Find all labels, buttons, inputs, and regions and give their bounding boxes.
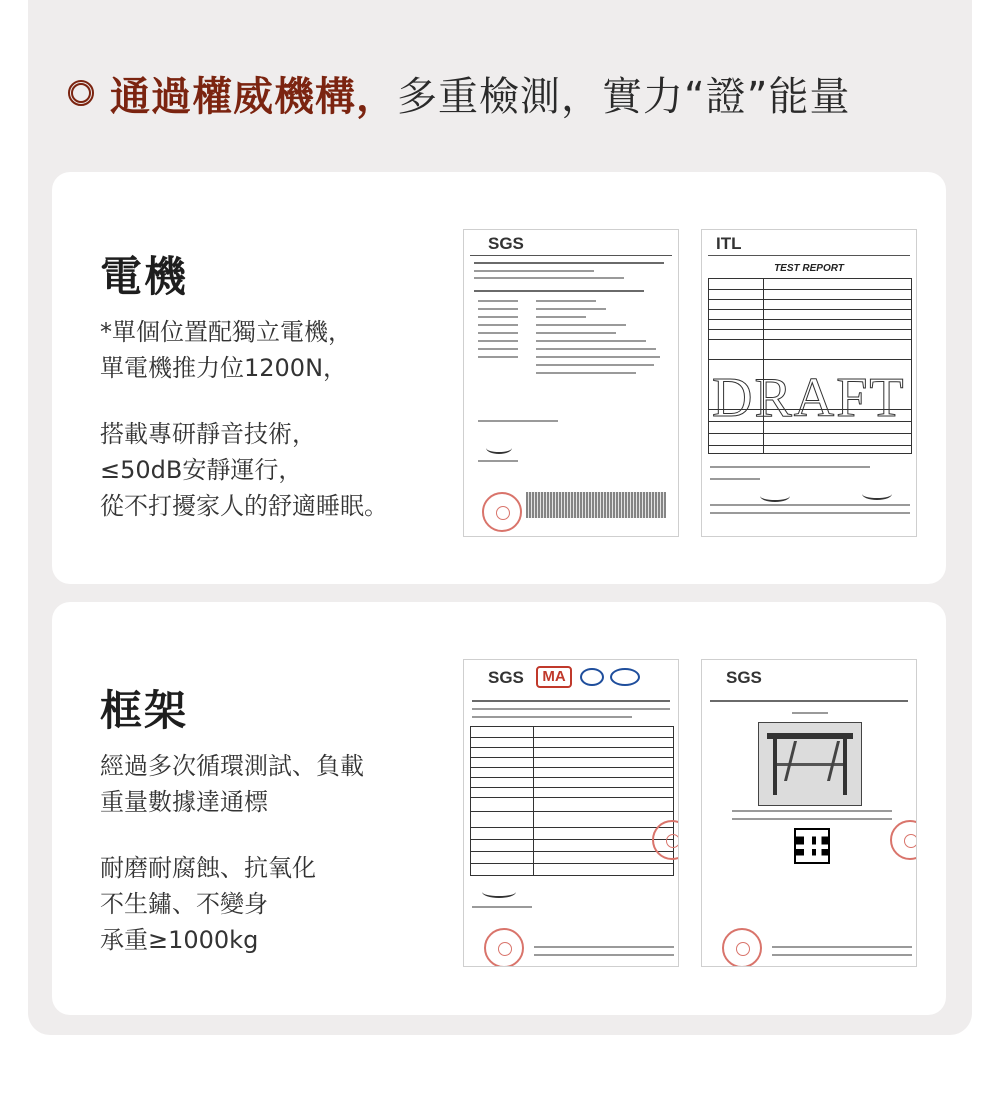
draft-watermark: DRAFT — [712, 367, 906, 429]
sgs-logo: SGS — [488, 234, 524, 253]
sgs-logo: SGS — [726, 668, 762, 687]
desc-line: 不生鏽、不變身 — [100, 890, 268, 918]
sgs-frame-photo-report-image — [701, 659, 917, 967]
motor-title: 電機 — [100, 252, 189, 301]
qr-code-icon — [794, 828, 830, 864]
heading-rest: 多重檢測，實力“證”能量 — [397, 73, 851, 120]
desc-line: 承重≥1000kg — [100, 926, 259, 954]
desc-line: *單個位置配獨立電機， — [100, 318, 352, 346]
motor-card — [52, 172, 946, 584]
bed-frame-photo — [758, 722, 862, 806]
frame-card — [52, 602, 946, 1015]
itl-logo: ITL — [716, 234, 742, 253]
cnas-logo-icon — [610, 668, 640, 686]
ilac-logo-icon — [580, 668, 604, 686]
double-circle-icon — [68, 80, 94, 106]
sgs-certificate-image — [463, 229, 679, 537]
desc-line: 單電機推力位1200N， — [100, 354, 348, 382]
desc-line: ≤50dB安靜運行， — [100, 456, 303, 484]
frame-description — [100, 748, 364, 958]
heading-highlight: 通過權威機構， — [110, 73, 397, 120]
page-heading — [68, 64, 850, 122]
desc-line: 從不打擾家人的舒適睡眠。 — [100, 492, 388, 520]
frame-title: 框架 — [100, 686, 189, 735]
sgs-ma-certificate-image — [463, 659, 679, 967]
desc-line: 經過多次循環測試、負載 — [100, 752, 364, 780]
desc-line: 重量數據達通標 — [100, 788, 268, 816]
motor-description — [100, 314, 388, 524]
desc-line: 耐磨耐腐蝕、抗氧化 — [100, 854, 316, 882]
itl-test-report-image — [701, 229, 917, 537]
test-report-title: TEST REPORT — [774, 263, 844, 274]
desc-line: 搭載專研靜音技術， — [100, 420, 316, 448]
ma-logo: MA — [536, 666, 572, 688]
sgs-logo: SGS — [488, 668, 524, 687]
